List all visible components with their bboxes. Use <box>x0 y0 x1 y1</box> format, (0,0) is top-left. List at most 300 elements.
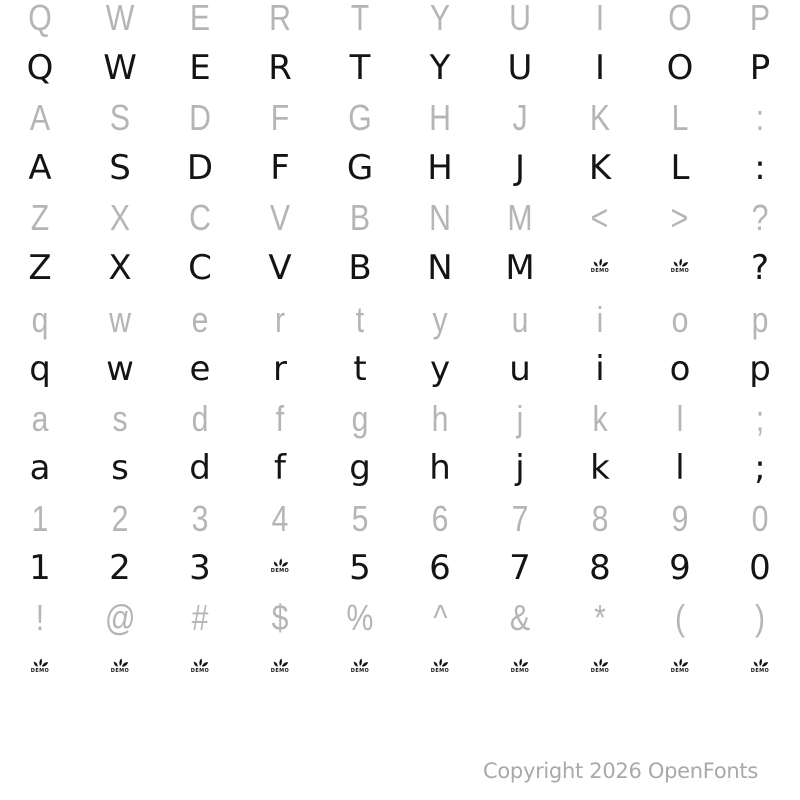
glyph-cell <box>320 243 400 293</box>
glyph: s <box>112 398 128 439</box>
glyph: f <box>274 448 286 488</box>
glyph: D <box>189 97 211 138</box>
glyph-cell <box>80 494 160 544</box>
glyph: u <box>509 349 531 389</box>
glyph: d <box>189 448 211 488</box>
demo-label: DEMO <box>670 267 690 274</box>
glyph: * <box>594 597 606 638</box>
glyph: 5 <box>349 548 371 588</box>
glyph-cell <box>720 43 800 93</box>
glyph-cell <box>720 344 800 394</box>
glyph: E <box>189 48 211 88</box>
glyph: ? <box>750 248 770 288</box>
glyph-cell <box>560 43 640 93</box>
fleuron-icon <box>271 557 289 574</box>
glyph: l <box>675 448 685 488</box>
glyph-cell <box>720 143 800 193</box>
glyph-cell <box>720 0 800 43</box>
glyph: F <box>270 97 290 138</box>
glyph-cell <box>480 394 560 444</box>
glyph-row-reference <box>0 494 800 544</box>
glyph: > <box>671 197 689 238</box>
glyph-row-specimen <box>0 43 800 93</box>
demo-glyph-cell <box>560 243 640 293</box>
glyph-cell <box>400 494 480 544</box>
glyph: w <box>106 349 134 389</box>
glyph: % <box>346 597 374 638</box>
glyph: R <box>269 0 291 38</box>
glyph: H <box>427 148 453 188</box>
glyph: V <box>268 248 292 288</box>
glyph: a <box>31 398 49 439</box>
glyph-cell <box>400 0 480 43</box>
glyph-cell <box>320 193 400 243</box>
glyph-cell <box>160 344 240 394</box>
glyph: i <box>596 299 604 340</box>
glyph: 6 <box>431 498 449 539</box>
glyph: X <box>108 248 132 288</box>
demo-label: DEMO <box>430 667 450 674</box>
glyph: 8 <box>589 548 611 588</box>
glyph: 1 <box>29 548 51 588</box>
glyph: 3 <box>189 548 211 588</box>
glyph-row-specimen <box>0 143 800 193</box>
glyph: o <box>671 299 689 340</box>
glyph-cell <box>400 93 480 143</box>
glyph-cell <box>400 344 480 394</box>
glyph: t <box>355 299 365 340</box>
glyph: p <box>751 299 769 340</box>
glyph: ? <box>751 197 769 238</box>
demo-glyph-cell <box>0 643 80 693</box>
glyph: H <box>429 97 451 138</box>
glyph: B <box>348 248 372 288</box>
demo-glyph-cell <box>160 643 240 693</box>
glyph-cell <box>320 143 400 193</box>
demo-glyph-cell <box>240 643 320 693</box>
glyph-cell <box>80 394 160 444</box>
glyph: k <box>592 398 608 439</box>
glyph: h <box>431 398 449 439</box>
glyph: ) <box>754 597 766 638</box>
glyph: $ <box>271 597 289 638</box>
glyph: ; <box>755 398 765 439</box>
glyph: @ <box>104 597 136 638</box>
glyph-cell <box>560 593 640 643</box>
glyph-cell <box>640 43 720 93</box>
glyph-cell <box>320 443 400 493</box>
glyph: I <box>595 0 605 38</box>
demo-glyph-cell <box>560 643 640 693</box>
glyph-cell <box>480 243 560 293</box>
glyph-cell <box>240 43 320 93</box>
glyph: ( <box>674 597 686 638</box>
glyph: W <box>105 0 135 38</box>
glyph-cell <box>0 193 80 243</box>
glyph: 6 <box>429 548 451 588</box>
glyph-cell <box>240 494 320 544</box>
glyph-cell <box>720 394 800 444</box>
glyph-cell <box>80 295 160 345</box>
glyph: f <box>275 398 285 439</box>
glyph: O <box>668 0 692 38</box>
glyph: s <box>111 448 129 488</box>
demo-glyph-cell <box>640 243 720 293</box>
glyph-cell <box>720 494 800 544</box>
glyph-cell <box>160 243 240 293</box>
fleuron-icon <box>671 257 689 274</box>
glyph: E <box>189 0 211 38</box>
glyph-cell <box>320 394 400 444</box>
glyph: 8 <box>591 498 609 539</box>
glyph-cell <box>320 43 400 93</box>
demo-label: DEMO <box>270 667 290 674</box>
glyph: T <box>350 0 370 38</box>
glyph: A <box>29 97 51 138</box>
glyph-cell <box>0 43 80 93</box>
glyph: 7 <box>511 498 529 539</box>
glyph-cell <box>640 344 720 394</box>
fleuron-icon <box>671 657 689 674</box>
glyph-cell <box>480 443 560 493</box>
glyph: q <box>29 349 51 389</box>
glyph: U <box>509 0 531 38</box>
glyph: g <box>349 448 371 488</box>
demo-glyph-cell <box>80 643 160 693</box>
copyright-text: Copyright 2026 OpenFonts <box>483 759 758 783</box>
glyph-cell <box>240 0 320 43</box>
glyph: S <box>109 97 131 138</box>
glyph-cell <box>400 443 480 493</box>
glyph: a <box>29 448 51 488</box>
glyph: Y <box>429 0 451 38</box>
glyph-cell <box>400 295 480 345</box>
glyph-cell <box>160 295 240 345</box>
glyph-cell <box>240 143 320 193</box>
glyph-cell <box>400 394 480 444</box>
glyph-cell <box>480 344 560 394</box>
glyph-row-reference <box>0 394 800 444</box>
glyph: 4 <box>271 498 289 539</box>
demo-label: DEMO <box>110 667 130 674</box>
glyph: g <box>351 398 369 439</box>
glyph: D <box>186 148 214 188</box>
glyph-cell <box>400 243 480 293</box>
glyph: N <box>429 197 451 238</box>
glyph: J <box>512 97 528 138</box>
glyph: C <box>188 248 212 288</box>
glyph: j <box>515 448 525 488</box>
glyph-cell <box>160 443 240 493</box>
glyph-cell <box>240 394 320 444</box>
glyph: i <box>595 349 605 389</box>
glyph-cell <box>720 193 800 243</box>
glyph-cell <box>240 243 320 293</box>
glyph-cell <box>720 295 800 345</box>
glyph-cell <box>480 543 560 593</box>
fleuron-icon <box>271 657 289 674</box>
glyph-cell <box>640 143 720 193</box>
glyph-cell <box>560 344 640 394</box>
glyph-cell <box>0 93 80 143</box>
glyph: : <box>755 97 765 138</box>
glyph-cell <box>160 93 240 143</box>
glyph: M <box>507 197 533 238</box>
glyph-cell <box>560 443 640 493</box>
glyph: o <box>669 349 691 389</box>
fleuron-icon <box>751 657 769 674</box>
demo-label: DEMO <box>590 267 610 274</box>
glyph-cell <box>160 394 240 444</box>
glyph: h <box>429 448 451 488</box>
glyph-cell <box>0 143 80 193</box>
glyph: Y <box>429 48 451 88</box>
glyph-cell <box>320 0 400 43</box>
glyph: O <box>666 48 694 88</box>
glyph-cell <box>640 0 720 43</box>
glyph: 9 <box>671 498 689 539</box>
glyph-cell <box>0 243 80 293</box>
glyph-cell <box>160 494 240 544</box>
fleuron-icon <box>351 657 369 674</box>
glyph-cell <box>560 143 640 193</box>
glyph: N <box>427 248 453 288</box>
glyph: p <box>749 349 771 389</box>
glyph-cell <box>160 0 240 43</box>
glyph: C <box>189 197 211 238</box>
glyph-cell <box>640 593 720 643</box>
glyph-row-specimen <box>0 243 800 293</box>
glyph-cell <box>320 295 400 345</box>
glyph-row-reference <box>0 193 800 243</box>
glyph: e <box>191 299 209 340</box>
glyph: w <box>109 299 131 340</box>
glyph-cell <box>400 593 480 643</box>
demo-label: DEMO <box>590 667 610 674</box>
glyph-cell <box>560 193 640 243</box>
glyph-row-specimen <box>0 543 800 593</box>
glyph: I <box>594 48 606 88</box>
glyph: 5 <box>351 498 369 539</box>
glyph-cell <box>80 243 160 293</box>
demo-label: DEMO <box>750 667 770 674</box>
glyph: 1 <box>31 498 49 539</box>
glyph: y <box>429 349 451 389</box>
glyph: 9 <box>669 548 691 588</box>
glyph: ; <box>754 448 766 488</box>
glyph-cell <box>0 0 80 43</box>
glyph: j <box>516 398 524 439</box>
glyph: t <box>353 349 367 389</box>
glyph-cell <box>320 93 400 143</box>
glyph: J <box>514 148 526 188</box>
fleuron-icon <box>511 657 529 674</box>
demo-label: DEMO <box>30 667 50 674</box>
glyph: # <box>191 597 209 638</box>
glyph: r <box>273 349 287 389</box>
demo-glyph-cell <box>480 643 560 693</box>
glyph-cell <box>640 394 720 444</box>
glyph-cell <box>320 593 400 643</box>
glyph: S <box>109 148 131 188</box>
glyph: e <box>189 349 211 389</box>
glyph: V <box>269 197 291 238</box>
glyph-cell <box>480 0 560 43</box>
glyph: & <box>509 597 531 638</box>
glyph: T <box>349 48 371 88</box>
glyph-cell <box>160 543 240 593</box>
demo-label: DEMO <box>190 667 210 674</box>
glyph-cell <box>480 593 560 643</box>
glyph: ^ <box>432 597 448 638</box>
demo-glyph-cell <box>400 643 480 693</box>
glyph: P <box>749 48 771 88</box>
glyph-cell <box>80 43 160 93</box>
glyph: R <box>268 48 292 88</box>
fleuron-icon <box>591 257 609 274</box>
glyph: r <box>274 299 286 340</box>
glyph-row-reference <box>0 93 800 143</box>
glyph: 2 <box>109 548 131 588</box>
glyph: l <box>676 398 684 439</box>
glyph-cell <box>240 295 320 345</box>
glyph-cell <box>400 43 480 93</box>
fleuron-icon <box>191 657 209 674</box>
glyph-cell <box>640 543 720 593</box>
glyph-row-specimen <box>0 643 800 693</box>
glyph-row-reference <box>0 0 800 43</box>
glyph: 2 <box>111 498 129 539</box>
glyph: Q <box>26 48 54 88</box>
glyph-cell <box>320 494 400 544</box>
glyph-cell <box>80 443 160 493</box>
glyph-cell <box>560 93 640 143</box>
glyph-cell <box>240 443 320 493</box>
glyph-cell <box>0 295 80 345</box>
glyph: L <box>671 97 689 138</box>
glyph-cell <box>80 193 160 243</box>
glyph: y <box>432 299 448 340</box>
glyph: G <box>346 148 374 188</box>
demo-label: DEMO <box>510 667 530 674</box>
glyph-cell <box>240 593 320 643</box>
glyph-cell <box>320 344 400 394</box>
glyph-cell <box>560 0 640 43</box>
fleuron-icon <box>431 657 449 674</box>
glyph-cell <box>80 344 160 394</box>
glyph: G <box>348 97 372 138</box>
glyph-cell <box>400 143 480 193</box>
glyph-cell <box>160 143 240 193</box>
glyph-cell <box>0 344 80 394</box>
glyph: U <box>507 48 533 88</box>
glyph: < <box>591 197 609 238</box>
glyph-cell <box>0 593 80 643</box>
glyph-cell <box>160 593 240 643</box>
glyph: B <box>349 197 371 238</box>
glyph-cell <box>480 43 560 93</box>
glyph: X <box>109 197 131 238</box>
glyph-cell <box>80 0 160 43</box>
glyph-cell <box>80 93 160 143</box>
glyph-cell <box>0 543 80 593</box>
glyph-cell <box>240 193 320 243</box>
glyph: P <box>749 0 771 38</box>
glyph-cell <box>560 543 640 593</box>
demo-glyph-cell <box>320 643 400 693</box>
glyph-cell <box>720 593 800 643</box>
glyph: K <box>589 97 611 138</box>
glyph-cell <box>640 494 720 544</box>
demo-glyph-cell <box>240 543 320 593</box>
glyph-cell <box>640 443 720 493</box>
glyph: q <box>31 299 49 340</box>
glyph-cell <box>0 494 80 544</box>
fleuron-icon <box>591 657 609 674</box>
glyph: 7 <box>509 548 531 588</box>
glyph-cell <box>480 295 560 345</box>
glyph: F <box>270 148 290 188</box>
glyph: M <box>505 248 535 288</box>
glyph-cell <box>0 394 80 444</box>
glyph-cell <box>400 193 480 243</box>
glyph-cell <box>640 295 720 345</box>
glyph-cell <box>720 243 800 293</box>
glyph-row-specimen <box>0 443 800 493</box>
demo-glyph-cell <box>720 643 800 693</box>
glyph-cell <box>480 193 560 243</box>
glyph-cell <box>640 193 720 243</box>
glyph-cell <box>640 93 720 143</box>
glyph-cell <box>240 344 320 394</box>
glyph: u <box>511 299 529 340</box>
glyph-cell <box>720 93 800 143</box>
fleuron-icon <box>111 657 129 674</box>
glyph-cell <box>560 295 640 345</box>
glyph-cell <box>160 193 240 243</box>
glyph-cell <box>560 494 640 544</box>
demo-label: DEMO <box>670 667 690 674</box>
glyph: W <box>103 48 137 88</box>
glyph-cell <box>480 143 560 193</box>
glyph: K <box>588 148 612 188</box>
glyph-row-specimen <box>0 344 800 394</box>
glyph-row-reference <box>0 593 800 643</box>
glyph-row-reference <box>0 295 800 345</box>
glyph: Z <box>30 197 50 238</box>
glyph-cell <box>0 443 80 493</box>
glyph: 0 <box>751 498 769 539</box>
glyph-cell <box>160 43 240 93</box>
glyph: d <box>191 398 209 439</box>
glyph: k <box>590 448 610 488</box>
glyph: 3 <box>191 498 209 539</box>
glyph-cell <box>240 93 320 143</box>
glyph-cell <box>80 543 160 593</box>
glyph: A <box>28 148 52 188</box>
demo-label: DEMO <box>270 567 290 574</box>
glyph-cell <box>480 93 560 143</box>
glyph: : <box>754 148 766 188</box>
glyph-cell <box>80 143 160 193</box>
demo-glyph-cell <box>640 643 720 693</box>
glyph: ! <box>35 597 45 638</box>
glyph-cell <box>80 593 160 643</box>
glyph-cell <box>720 443 800 493</box>
glyph-cell <box>560 394 640 444</box>
glyph: 0 <box>749 548 771 588</box>
glyph-cell <box>320 543 400 593</box>
